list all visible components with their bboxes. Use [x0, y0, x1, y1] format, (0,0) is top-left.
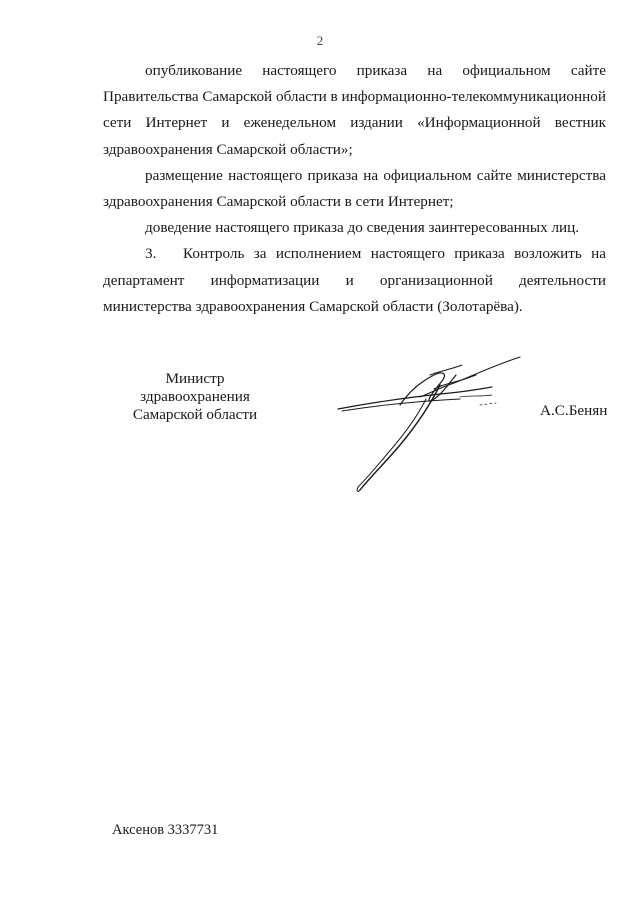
- paragraph-website-placement: размещение настоящего приказа на официальном сайте министерства здравоохранения Самарской области в сети Интернет;: [103, 166, 606, 211]
- paragraph-notification: доведение настоящего приказа до сведения заинтересованных лиц.: [145, 219, 580, 237]
- executor-note: Аксенов 3337731: [112, 822, 219, 838]
- signatory-title-line-3: Самарской области: [132, 406, 258, 423]
- signatory-title-line-2: здравоохранения: [140, 388, 250, 405]
- item-text: Контроль за исполнением настоящего приказа возложить на департамент информатизации и организационной деятельности министерства здравоохранения Самарской области (Золотарёва).: [103, 245, 606, 315]
- paragraph-publication: опубликование настоящего приказа на официальном сайте Правительства Самарской области в информационно-телекоммуникационной сети Интернет и еженедельном издании «Информационной вестник здравоохранения Самарской области»;: [103, 62, 606, 158]
- item-number: 3.: [145, 245, 157, 263]
- signatory-title: [120, 370, 270, 424]
- signer-name: А.С.Бенян: [540, 402, 608, 419]
- document-body: [103, 58, 606, 320]
- handwritten-signature: [330, 345, 530, 495]
- paragraph-control: [103, 241, 606, 320]
- signatory-title-line-1: Министр: [165, 370, 225, 387]
- page-number: 2: [316, 33, 324, 48]
